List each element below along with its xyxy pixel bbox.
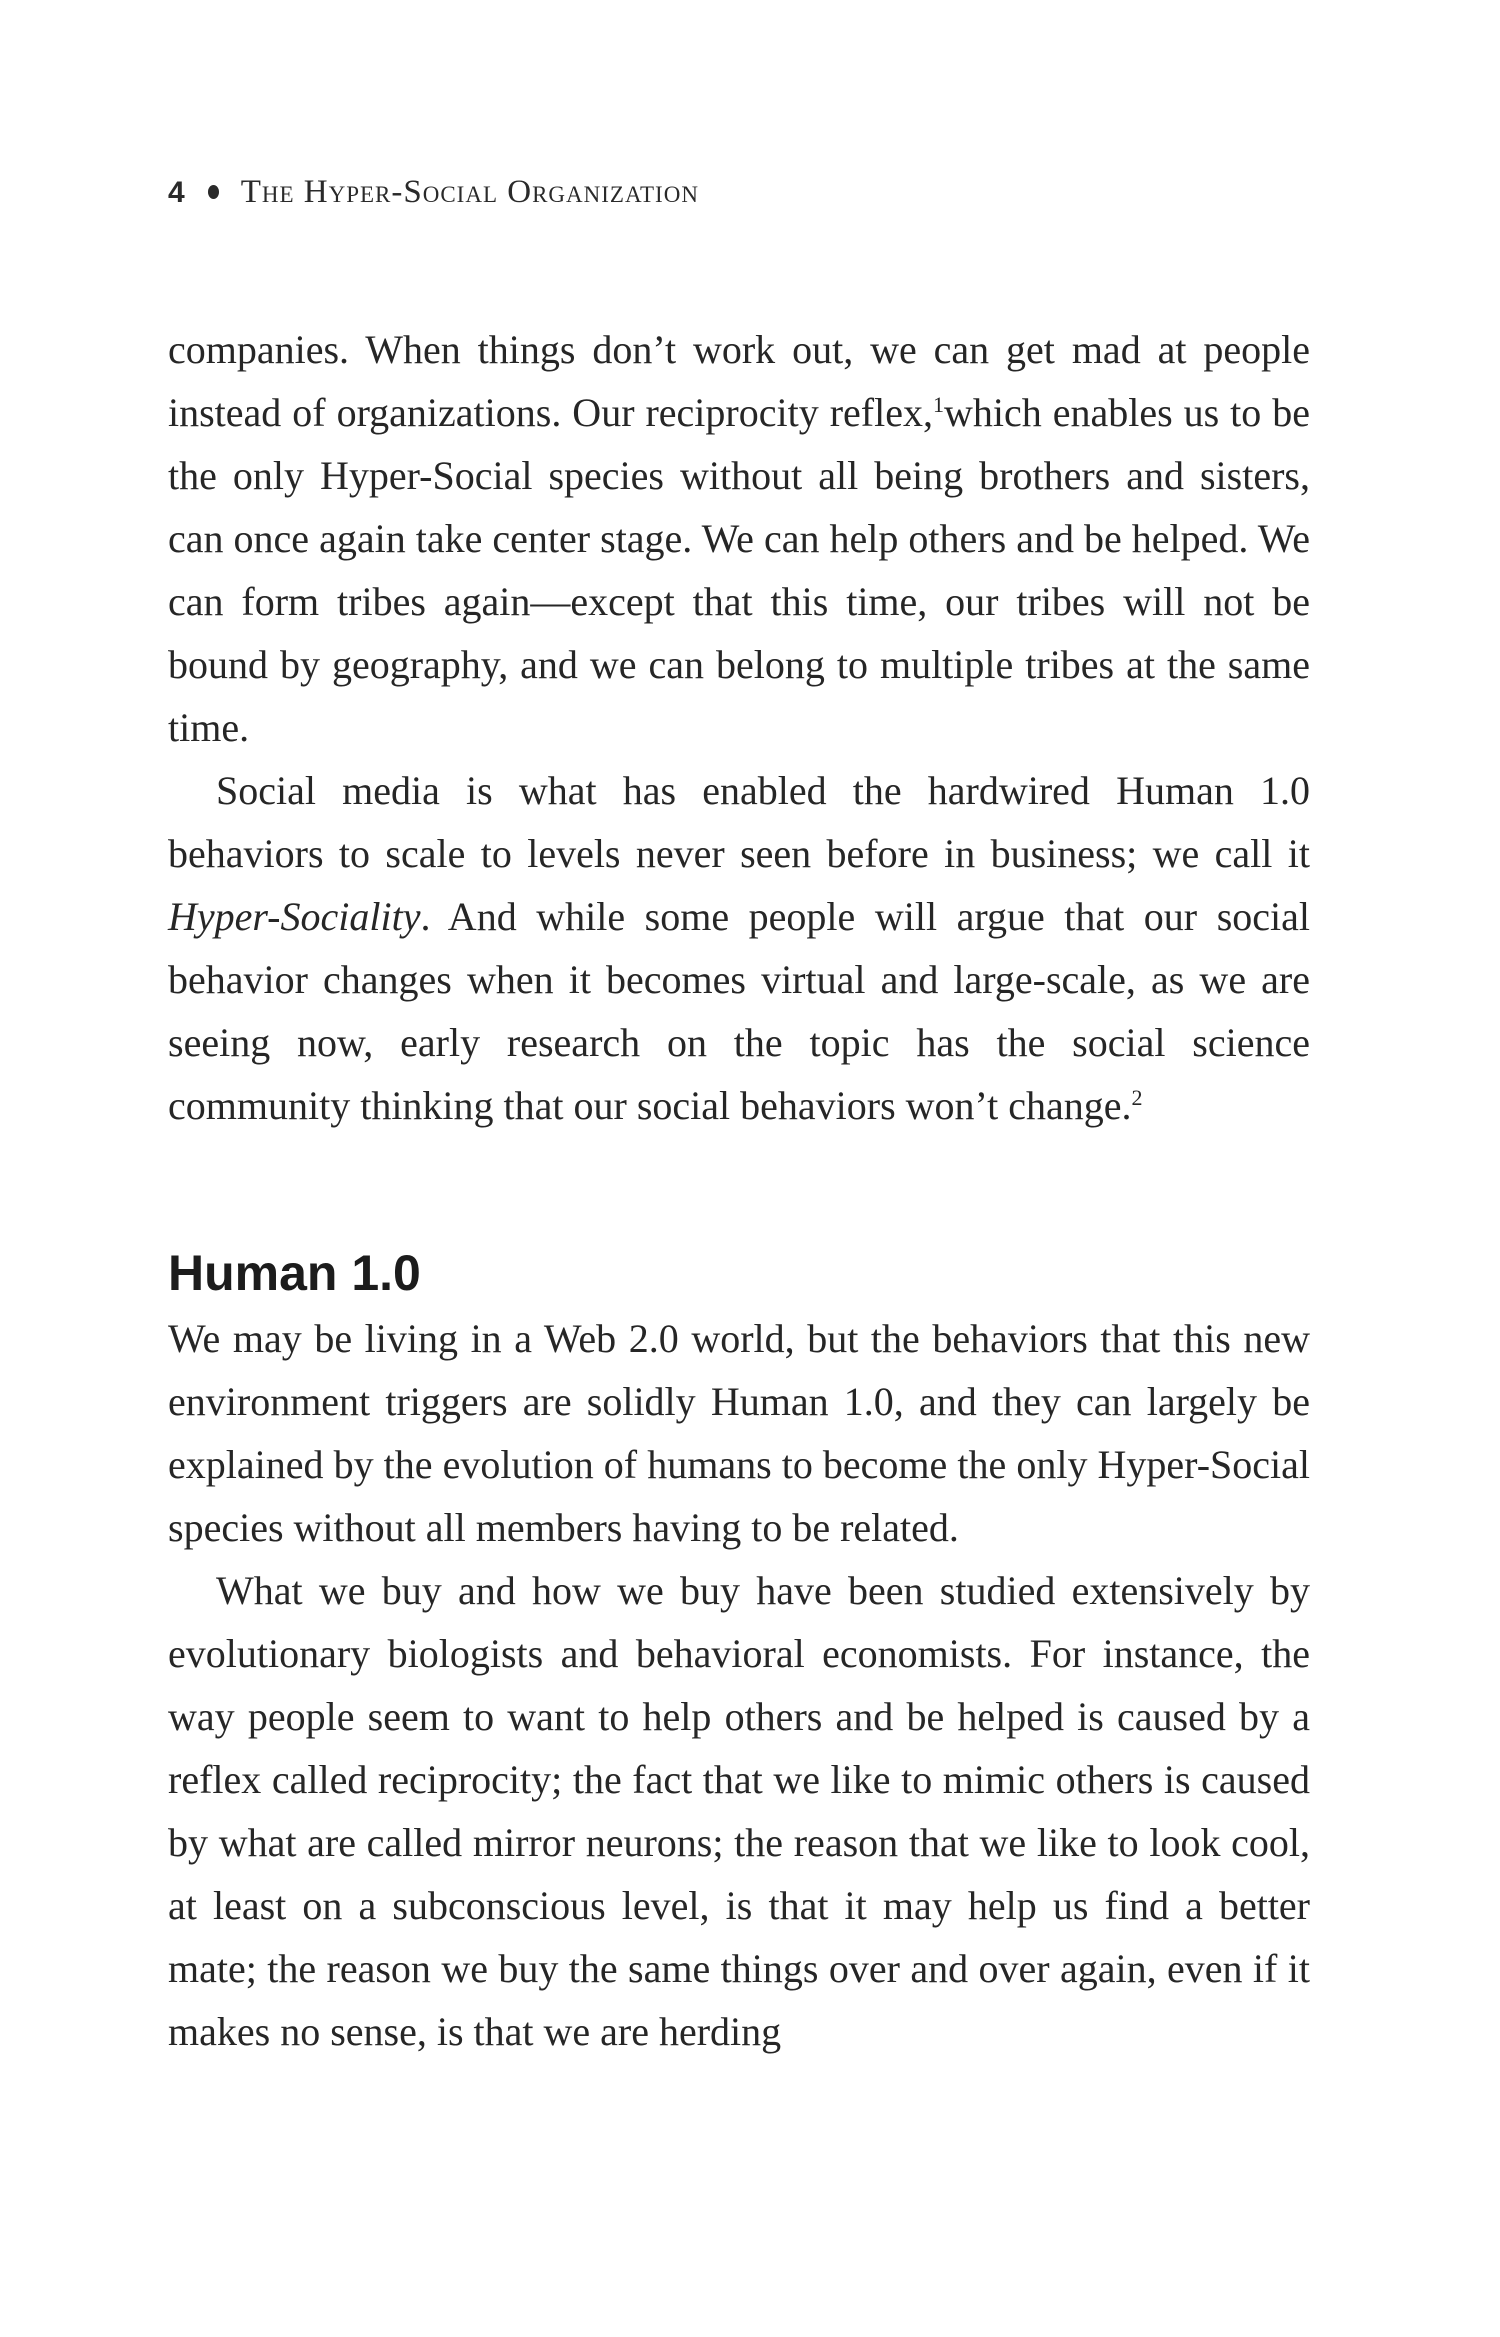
book-title: The Hyper-Social Organization (240, 174, 699, 210)
paragraph-social-media (168, 759, 1310, 1137)
paragraph-text: which enables us to be the only Hyper-Social species without all being brothers and sisters, can once again take center stage. We can help others and be helped. We can form tribes again—except that this time, our tribes will not be bound by geography, and we can belong to multiple tribes at the same time. (168, 390, 1310, 750)
page-body (168, 318, 1310, 2063)
page-number: 4 (168, 176, 186, 209)
running-head (168, 174, 699, 211)
bullet-separator (208, 185, 219, 199)
section-heading: Human 1.0 (168, 1245, 421, 1301)
paragraph-text: companies. When things don’t work out, we can get mad at people instead of organizations. Our reciprocity reflex, (168, 327, 1310, 435)
footnote-marker: 2 (1131, 1085, 1143, 1110)
paragraph-text: . And while some people will argue that our social behavior changes when it becomes virtual and large-scale, as we are seeing now, early research on the topic has the social science community thinking that our social behaviors won’t change. (168, 894, 1310, 1128)
paragraph-what-we-buy: What we buy and how we buy have been studied extensively by evolutionary biologists and behavioral economists. For instance, the way people seem to want to help others and be helped is caused by a reflex called reciprocity; the fact that we like to mimic others is caused by what are called mirror neurons; the reason that we like to look cool, at least on a subconscious level, is that it may help us find a better mate; the reason we buy the same things over and over again, even if it makes no sense, is that we are herding (168, 1568, 1310, 2054)
paragraph-text: Social media is what has enabled the hardwired Human 1.0 behaviors to scale to levels never seen before in business; we call it (168, 768, 1310, 876)
paragraph-web-2: We may be living in a Web 2.0 world, but the behaviors that this new environment triggers are solidly Human 1.0, and they can largely be explained by the evolution of humans to become the only Hyper-Social species without all members having to be related. (168, 1316, 1310, 1550)
footnote-marker: 1 (932, 392, 944, 417)
paragraph-continued (168, 318, 1310, 759)
italic-term: Hyper-Sociality (168, 894, 421, 939)
